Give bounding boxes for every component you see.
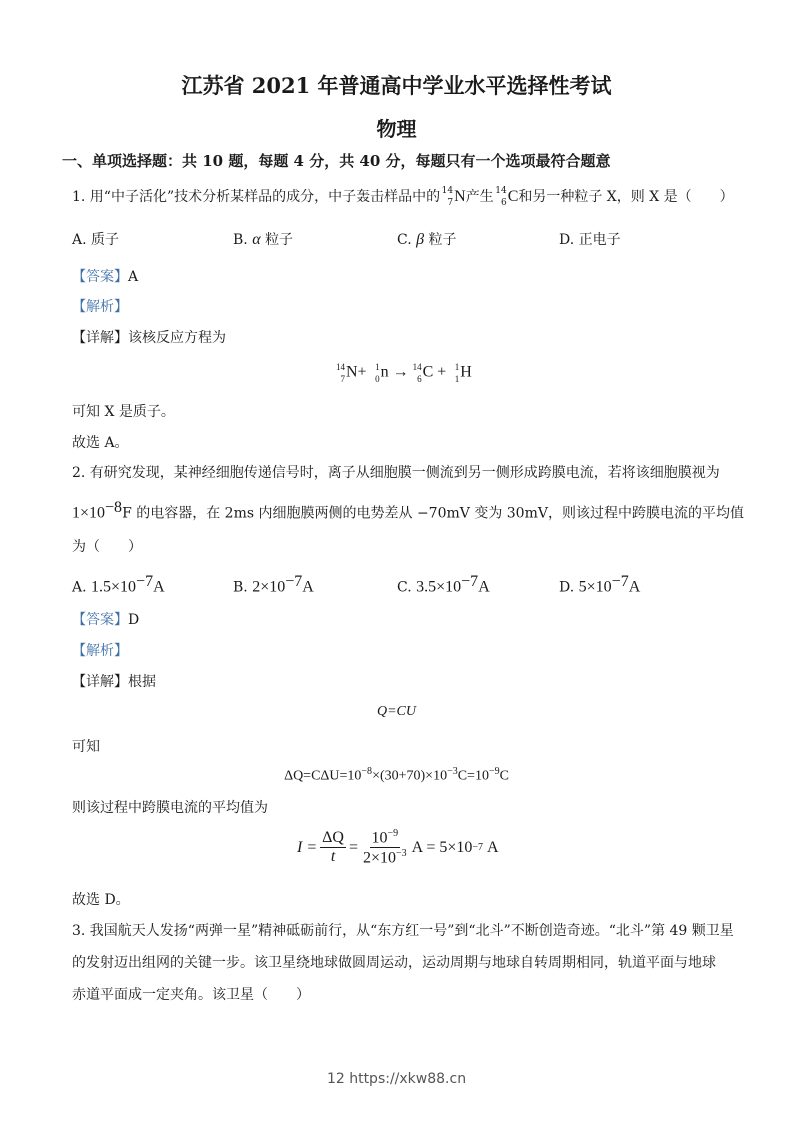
question-3-line-3: 赤道平面成一定夹角。该卫星（ ） [72, 987, 310, 1003]
option-d: D. $5\times 10^{-7}A$ [559, 573, 641, 596]
page-subtitle: 物理 [376, 117, 417, 141]
question-2-line-3: 为（ ） [72, 539, 142, 555]
question-2-line-2: $1\times 10^{-8}F$ 的电容器，在 2ms 内细胞膜两侧的电势差从 −70mV 变为 30mV，则该过程中跨膜电流的平均值 [72, 499, 744, 522]
option-a: A. $1.5\times 10^{-7}A$ [72, 573, 165, 596]
detail-2: 【详解】根据 [72, 674, 156, 690]
nuclear-equation: 14 7 N+ 1 0 n → 14 6 C + 1 1 H [336, 362, 472, 384]
analysis-1-label: 【解析】 [72, 299, 128, 315]
question-2-line-1: 2. 有研究发现，某神经细胞传递信号时，离子从细胞膜一侧流到另一侧形成跨膜电流，若将该细胞膜视为 [72, 465, 720, 481]
formula-current: I = $\frac{\Delta Q}{t}$ = $\frac{10^{-9}}{2\times 10^{-3}}$ A = 5×10 −7 A [297, 828, 499, 867]
question-1-options [72, 229, 732, 249]
option-b: B. $2\times 10^{-7}A$ [233, 573, 314, 596]
question-3-line-2: 的发射迈出组网的关键一步。该卫星绕地球做圆周运动，运动周期与地球自转周期相同，轨道平面与地球 [72, 955, 716, 971]
choose-1: 故选 A。 [72, 435, 129, 451]
answer-1: 【答案】A [72, 269, 139, 285]
question-2-options [72, 573, 732, 595]
formula-q-cu: Q=CU [376, 704, 416, 719]
detail-1: 【详解】该核反应方程为 [72, 330, 226, 346]
know-text: 可知 [72, 739, 100, 755]
question-1-stem: 1. 用“中子活化”技术分析某样品的成分，中子轰击样品中的 14 7 N产生 14 6 C和另一种粒子 X，则 X 是（ ） [72, 186, 734, 208]
option-c: C. $3.5\times 10^{-7}A$ [397, 573, 490, 596]
option-c: C. β 粒子 [397, 231, 457, 248]
formula-delta-q: $\Delta Q=C\Delta U=10^{-8}\times(30+70)\times 10^{-3}C=10^{-9}C$ [284, 766, 509, 784]
option-a: A. 质子 [72, 232, 120, 248]
analysis-2-label: 【解析】 [72, 643, 128, 659]
page-footer: 12 https://xkw88.cn [326, 1071, 467, 1087]
question-3-line-1: 3. 我国航天人发扬“两弹一星”精神砥砺前行，从“东方红一号”到“北斗”不断创造奇迹。“北斗”第 49 颗卫星 [72, 923, 734, 939]
choose-2: 故选 D。 [72, 892, 130, 908]
conclusion-1: 可知 X 是质子。 [72, 404, 175, 420]
average-current-text: 则该过程中跨膜电流的平均值为 [72, 800, 268, 816]
page-title: 江苏省 2021 年普通高中学业水平选择性考试 [181, 73, 612, 98]
section-heading: 一、单项选择题：共 10 题，每题 4 分，共 40 分，每题只有一个选项最符合题意 [62, 152, 611, 170]
answer-2: 【答案】D [72, 612, 140, 628]
option-d: D. 正电子 [559, 232, 621, 248]
option-b: B. α 粒子 [233, 231, 294, 248]
